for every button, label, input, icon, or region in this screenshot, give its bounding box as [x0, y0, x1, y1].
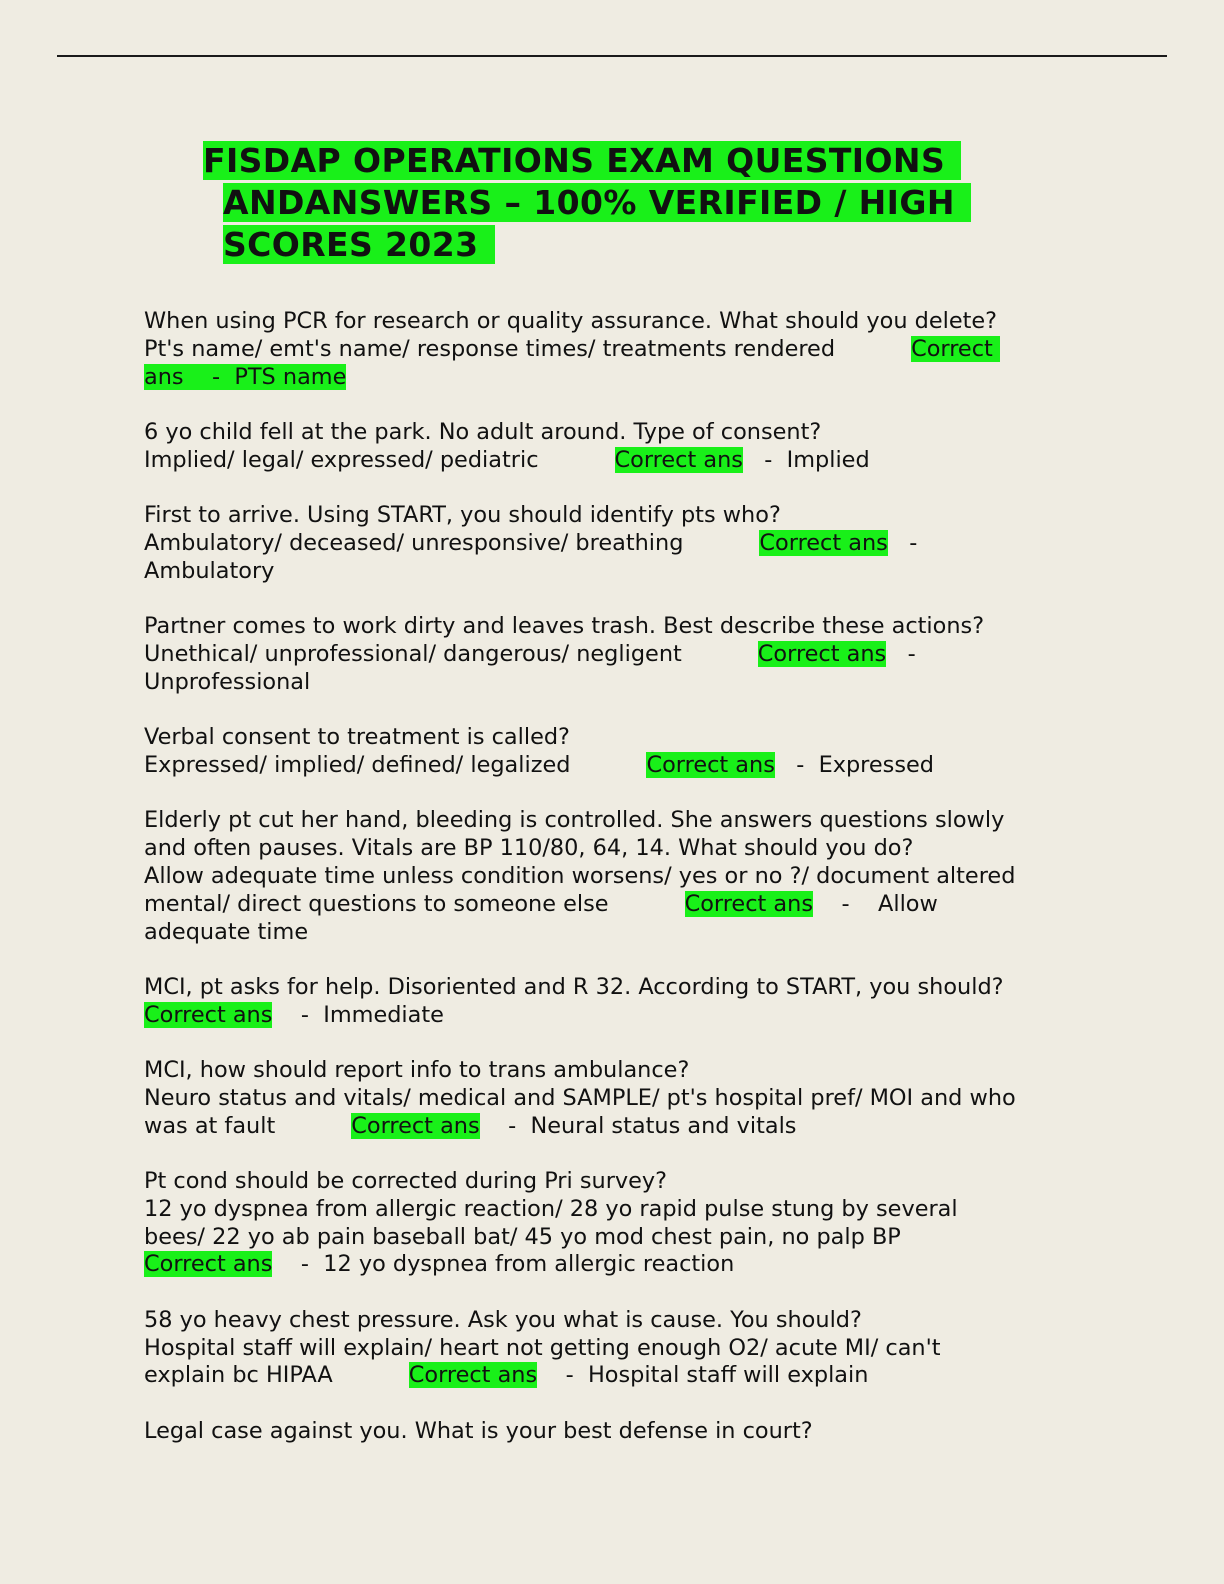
answer-options: mental/ direct questions to someone else	[144, 890, 609, 917]
answer-options: Allow adequate time unless condition worsens/ yes or no ?/ document altered	[144, 862, 1016, 889]
correct-answer: Hospital staff will explain	[587, 1362, 869, 1389]
question-text: MCI, how should report info to trans ambulance?	[144, 1057, 690, 1084]
question-item: MCI, how should report info to trans ambulance? Neuro status and vitals/ medical and SAMPLE/ pt's hospital pref/ MOI and who was at fault Correct ans - Neural status and vitals	[144, 1057, 1084, 1140]
answer-options: Pt's name/ emt's name/ response times/ treatments rendered	[144, 335, 836, 362]
header-rule	[57, 55, 1167, 57]
correct-answer: adequate time	[144, 918, 309, 945]
question-item: When using PCR for research or quality assurance. What should you delete? Pt's name/ emt's name/ response times/ treatments rendered Correct ans - PTS name	[144, 308, 1084, 391]
correct-answer: 12 yo dyspnea from allergic reaction	[323, 1251, 735, 1278]
correct-answer: Allow	[878, 890, 938, 917]
correct-answer: Neural status and vitals	[530, 1112, 797, 1139]
question-text: 58 yo heavy chest pressure. Ask you what is cause. You should?	[144, 1306, 862, 1333]
correct-label: Correct ans	[757, 640, 887, 667]
correct-label: Correct ans	[351, 1112, 480, 1139]
correct-label: Correct ans	[614, 446, 743, 473]
answer-options: bees/ 22 yo ab pain baseball bat/ 45 yo mod chest pain, no palp BP	[144, 1223, 901, 1250]
question-text: Legal case against you. What is your best defense in court?	[144, 1417, 813, 1444]
correct-label: Correct ans	[408, 1362, 538, 1389]
question-text: First to arrive. Using START, you should identify pts who?	[144, 502, 781, 529]
question-item	[144, 1418, 1084, 1446]
question-text: and often pauses. Vitals are BP 110/80, 64, 14. What should you do?	[144, 835, 914, 862]
answer-options: 12 yo dyspnea from allergic reaction/ 28 yo rapid pulse stung by several	[144, 1195, 958, 1222]
answer-options: Hospital staff will explain/ heart not getting enough O2/ acute MI/ can't	[144, 1334, 941, 1361]
title-line-3: SCORES 2023	[223, 225, 495, 264]
correct-label: Correct ans	[684, 890, 813, 917]
answer-options: was at fault	[144, 1112, 276, 1139]
page-title	[203, 140, 1023, 266]
question-text: Partner comes to work dirty and leaves trash. Best describe these actions?	[144, 613, 985, 640]
question-list	[144, 308, 1084, 1473]
question-item: 58 yo heavy chest pressure. Ask you what is cause. You should? Hospital staff will explain/ heart not getting enough O2/ acute MI/ can't explain bc HIPAA Correct ans - Hospital staff will explain	[144, 1307, 1084, 1390]
question-text: 6 yo child fell at the park. No adult around. Type of consent?	[144, 418, 822, 445]
title-line-2: ANDANSWERS – 100% VERIFIED / HIGH	[223, 183, 971, 222]
correct-label: Correct ans	[759, 529, 888, 556]
question-item: Verbal consent to treatment is called? Expressed/ implied/ defined/ legalized Correct ans - Expressed	[144, 724, 1084, 780]
correct-answer: Unprofessional	[144, 668, 311, 695]
question-item: Elderly pt cut her hand, bleeding is controlled. She answers questions slowly and often pauses. Vitals are BP 110/80, 64, 14. What should you do? Allow adequate time unless condition worsens/ yes or no ?/ document altered mental/ direct questions to someone else Correct ans - Allow adequate time	[144, 807, 1084, 946]
correct-answer: Ambulatory	[144, 557, 275, 584]
correct-answer: Expressed	[818, 751, 934, 778]
question-text: Elderly pt cut her hand, bleeding is controlled. She answers questions slowly	[144, 807, 1005, 834]
question-item: MCI, pt asks for help. Disoriented and R 32. According to START, you should? Correct ans - Immediate	[144, 974, 1084, 1030]
question-item: 6 yo child fell at the park. No adult around. Type of consent? Implied/ legal/ expressed/ pediatric Correct ans - Implied	[144, 419, 1084, 475]
correct-label: Correct ans	[144, 1251, 273, 1278]
question-item: First to arrive. Using START, you should identify pts who? Ambulatory/ deceased/ unresponsive/ breathing Correct ans - Ambulatory	[144, 502, 1084, 585]
answer-options: Neuro status and vitals/ medical and SAMPLE/ pt's hospital pref/ MOI and who	[144, 1084, 1016, 1111]
answer-options: Implied/ legal/ expressed/ pediatric	[144, 446, 539, 473]
question-item: Pt cond should be corrected during Pri survey? 12 yo dyspnea from allergic reaction/ 28 yo rapid pulse stung by several bees/ 22 yo ab pain baseball bat/ 45 yo mod chest pain, no palp BP Correct ans - 12 yo dyspnea from allergic reaction	[144, 1168, 1084, 1279]
question-text: Pt cond should be corrected during Pri survey?	[144, 1168, 668, 1195]
answer-options: Unethical/ unprofessional/ dangerous/ negligent	[144, 640, 682, 667]
title-line-1: FISDAP OPERATIONS EXAM QUESTIONS	[203, 141, 961, 180]
question-text: MCI, pt asks for help. Disoriented and R 32. According to START, you should?	[144, 973, 1004, 1000]
question-item: Partner comes to work dirty and leaves trash. Best describe these actions? Unethical/ unprofessional/ dangerous/ negligent Correct ans - Unprofessional	[144, 613, 1084, 696]
correct-label: Correct	[911, 335, 993, 362]
correct-label: ans	[144, 363, 184, 390]
correct-answer: Immediate	[323, 1001, 444, 1028]
answer-options: explain bc HIPAA	[144, 1362, 333, 1389]
correct-answer: Implied	[786, 446, 870, 473]
question-text: Verbal consent to treatment is called?	[144, 724, 570, 751]
answer-options: Ambulatory/ deceased/ unresponsive/ breathing	[144, 529, 684, 556]
answer-options: Expressed/ implied/ defined/ legalized	[144, 751, 571, 778]
correct-label: Correct ans	[144, 1001, 273, 1028]
correct-answer: PTS name	[234, 363, 347, 390]
question-text: When using PCR for research or quality assurance. What should you delete?	[144, 308, 998, 334]
correct-label: Correct ans	[646, 751, 775, 778]
